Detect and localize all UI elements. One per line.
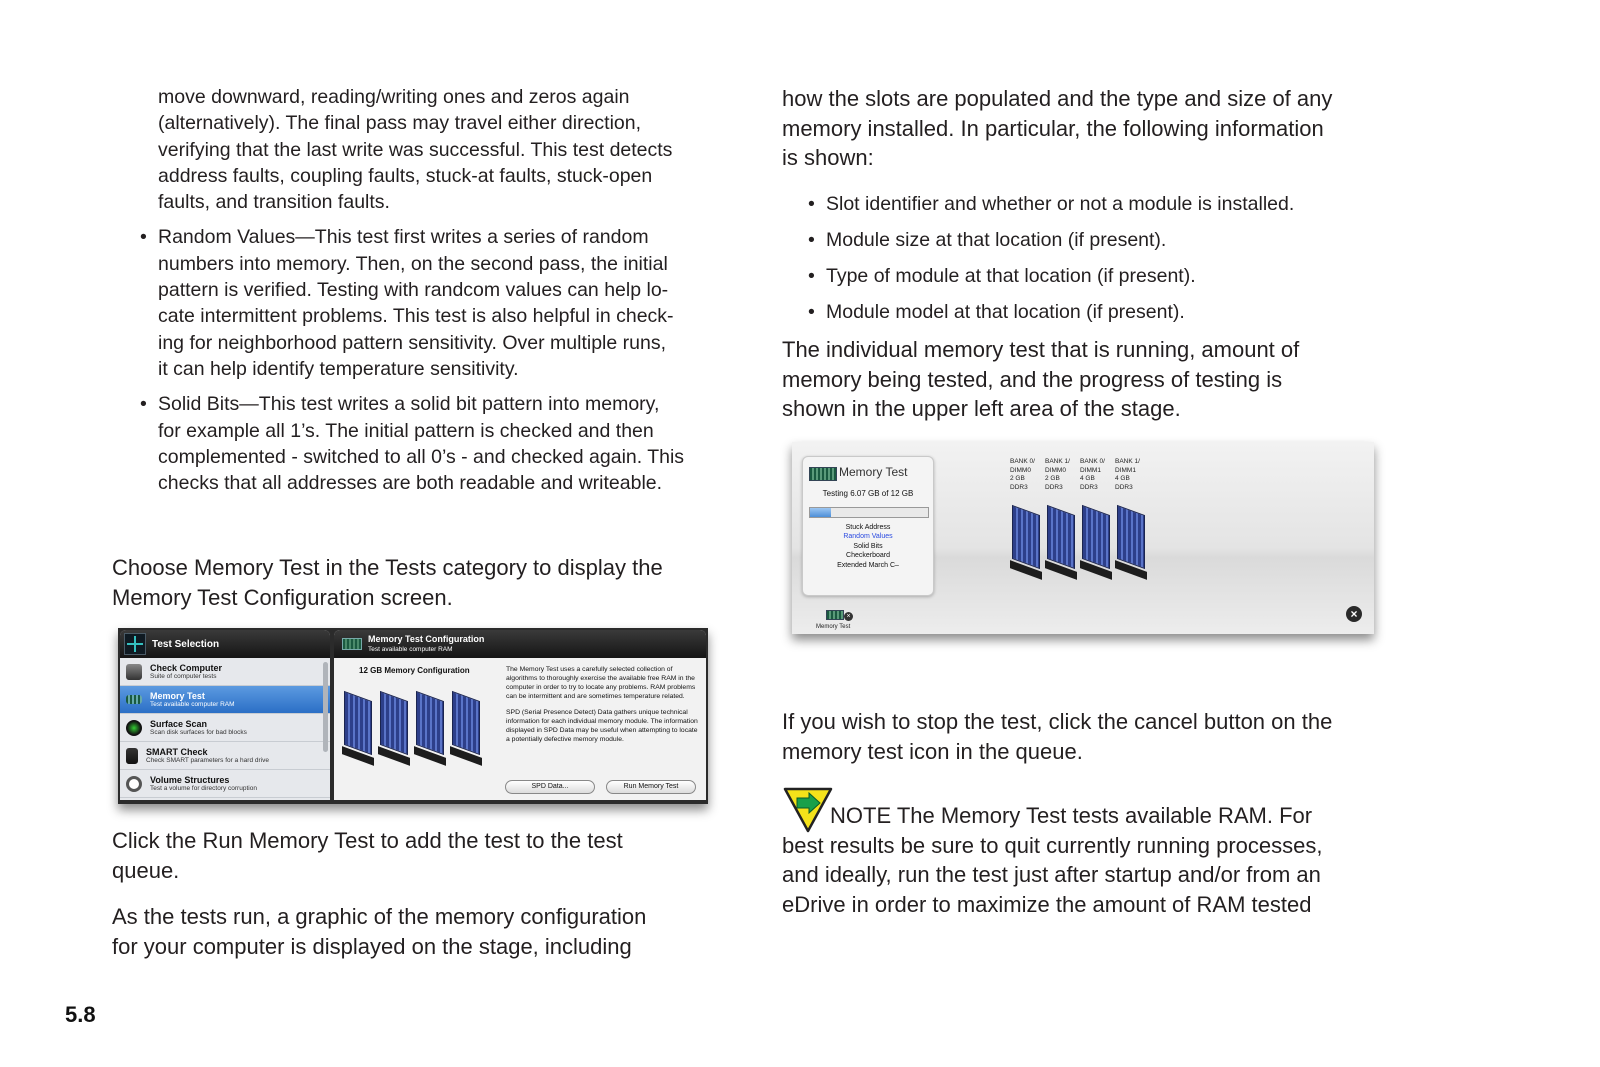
text-line: pattern is verified. Testing with randcom values can help lo- [158, 279, 669, 302]
text-line: memory being tested, and the progress of testing is [782, 366, 1283, 392]
text-line: Random Values—This test first writes a series of random [158, 226, 649, 249]
ram-module-icon [126, 695, 142, 704]
scrollbar[interactable] [323, 662, 328, 752]
test-item-name: Memory Test [150, 690, 205, 701]
hard-drive-icon [126, 748, 138, 764]
text-line: Choose Memory Test in the Tests category to display the [112, 555, 663, 580]
text-line: cate intermittent problems. This test is also helpful in check- [158, 305, 674, 328]
bank-line: DDR3 [1010, 483, 1028, 491]
text-line: for example all 1’s. The initial pattern is checked and then [158, 419, 654, 442]
test-item-name: Volume Structures [150, 774, 230, 785]
bullet-dot: • [140, 393, 147, 416]
ram-module-icon [342, 638, 362, 650]
info-bullet-list [808, 191, 1406, 335]
test-item-name: Surface Scan [150, 718, 208, 729]
text-line: faults, and transition faults. [158, 191, 390, 214]
bank-line: 2 GB [1010, 475, 1025, 482]
memory-config-description [506, 665, 701, 751]
bullet-dot: • [140, 226, 147, 249]
text-line: NOTE The Memory Test tests available RAM. For [830, 803, 1313, 828]
bullet-item [808, 263, 1406, 299]
test-item-name: SMART Check [146, 746, 208, 757]
test-item-sub: Test available computer RAM [150, 700, 235, 708]
text-line: (alternatively). The final pass may travel either direction, [158, 112, 642, 135]
bullet-solid-bits [140, 391, 728, 496]
text-line: move downward, reading/writing ones and zeros again [158, 86, 630, 108]
bullet-text: Module model at that location (if present). [826, 301, 1185, 323]
test-item-sub: Test a volume for directory corruption [150, 784, 257, 792]
left-column [140, 84, 728, 496]
text-line: Click the Run Memory Test to add the test to the test [112, 828, 623, 853]
test-item-sub: Check SMART parameters for a hard drive [146, 756, 269, 764]
queue-ram-icon[interactable] [826, 610, 844, 620]
computer-icon [126, 664, 142, 680]
dimm-module [344, 696, 370, 754]
text-line: memory installed. In particular, the following information [782, 115, 1324, 141]
bank-line: DIMM0 [1010, 466, 1031, 474]
bank-line: BANK 1/ [1115, 458, 1140, 465]
note-paragraph [782, 801, 1402, 919]
dimm-module [416, 696, 442, 754]
description-paragraph: SPD (Serial Presence Detect) Data gathers unique technical information for each individual memory module. The information displayed in SPD Data may be useful when attempting to locate a potentially defective memory module. [506, 709, 698, 743]
test-item-sub: Scan disk surfaces for bad blocks [150, 728, 247, 736]
text-line: is shown: [782, 145, 874, 170]
text-line: address faults, coupling faults, stuck-at faults, stuck-open [158, 164, 653, 187]
disk-scan-icon [126, 720, 142, 736]
choose-paragraph [112, 553, 712, 612]
crosshair-logo-icon [124, 633, 146, 655]
memory-config-heading: 12 GB Memory Configuration [359, 666, 470, 675]
bank-line: DDR3 [1115, 483, 1133, 491]
text-line: checks that all addresses are both readable and writeable. [158, 472, 663, 495]
text-line: Solid Bits—This test writes a solid bit pattern into memory, [158, 393, 660, 416]
bank-label [1080, 458, 1105, 492]
dimm-module [380, 696, 406, 754]
bank-line: BANK 0/ [1010, 458, 1035, 465]
memory-config-panel [334, 630, 706, 800]
bullet-dot: • [808, 229, 815, 251]
text-line: verifying that the last write was successful. This test detects [158, 138, 673, 161]
memory-test-status-card [802, 456, 934, 596]
bank-line: DDR3 [1045, 483, 1063, 491]
bank-line: 4 GB [1115, 475, 1130, 482]
text-line: queue. [112, 857, 180, 883]
test-selection-header [120, 630, 330, 658]
ram-module-icon [809, 467, 837, 481]
bank-line: DIMM0 [1045, 466, 1066, 474]
description-paragraph: The Memory Test uses a carefully selected collection of algorithms to thoroughly exercise the available free RAM in the computer in order to try to locate any problems. RAM problems can be intermittent and are sometimes temperature related. [506, 666, 696, 700]
bullet-item [808, 227, 1406, 263]
magnifier-icon [126, 776, 142, 792]
text-line: The individual memory test that is running, amount of [782, 337, 1300, 362]
text-line: memory test icon in the queue. [782, 738, 1083, 764]
bank-label [1045, 458, 1070, 492]
text-line: for your computer is displayed on the stage, including [112, 933, 632, 959]
bank-line: DDR3 [1080, 483, 1098, 491]
test-item-memory-test[interactable] [120, 686, 330, 714]
memory-config-title: Memory Test Configuration [368, 634, 485, 644]
test-bullet-list [140, 224, 728, 496]
text-line: complemented - switched to all 0’s - and checked again. This [158, 445, 685, 468]
memory-config-header [334, 630, 706, 658]
memory-test-stage-screenshot [792, 442, 1374, 634]
test-selection-panel [120, 630, 330, 800]
how-slots-paragraph [782, 84, 1402, 173]
queue-cancel-button[interactable]: × [844, 612, 853, 621]
spd-data-button[interactable]: SPD Data... [505, 780, 595, 794]
bullet-text: Module size at that location (if present). [826, 229, 1167, 251]
progress-fill [810, 508, 831, 517]
text-line: shown in the upper left area of the stage. [782, 396, 1181, 421]
bank-line: 2 GB [1045, 475, 1060, 482]
bank-line: BANK 1/ [1045, 458, 1070, 465]
bullet-random-values [140, 224, 728, 382]
individual-test-paragraph [782, 335, 1402, 424]
text-line: numbers into memory. Then, on the second pass, the initial [158, 252, 668, 275]
as-tests-run-paragraph [112, 902, 712, 961]
page-number: 5.8 [65, 1002, 96, 1027]
bank-line: DIMM1 [1115, 466, 1136, 474]
dimm-module [1117, 510, 1143, 568]
queue-label: Memory Test [816, 624, 851, 630]
test-progress-bar [809, 507, 929, 518]
bank-line: 4 GB [1080, 475, 1095, 482]
dimm-module [452, 696, 478, 754]
bank-line: BANK 0/ [1080, 458, 1105, 465]
text-line: it can help identify temperature sensitivity. [158, 357, 519, 380]
bullet-dot: • [808, 301, 815, 323]
bank-line: DIMM1 [1080, 466, 1101, 474]
bullet-text: Slot identifier and whether or not a module is installed. [826, 193, 1295, 215]
test-step-current: Random Values [843, 533, 893, 541]
test-item-volume-structures[interactable] [120, 770, 330, 798]
memory-test-description-continued [158, 84, 728, 215]
testing-amount-text: Testing 6.07 GB of 12 GB [822, 489, 914, 498]
dimm-module [1082, 510, 1108, 568]
text-line: eDrive in order to maximize the amount of RAM tested [782, 891, 1312, 917]
test-step: Checkerboard [846, 552, 890, 560]
text-line: how the slots are populated and the type and size of any [782, 86, 1333, 111]
bullet-item [808, 191, 1406, 227]
text-line: best results be sure to quit currently running processes, [782, 832, 1323, 858]
bullet-dot: • [808, 193, 815, 215]
card-title: Memory Test [839, 465, 908, 479]
dimm-module [1012, 510, 1038, 568]
memory-config-subtitle: Test available computer RAM [368, 646, 453, 653]
text-line: ing for neighborhood pattern sensitivity. Over multiple runs, [158, 331, 666, 354]
text-line: and ideally, run the test just after startup and/or from an [782, 862, 1321, 887]
text-line: Memory Test Configuration screen. [112, 584, 453, 610]
stage-close-button[interactable]: × [1346, 606, 1362, 622]
bullet-dot: • [808, 265, 815, 287]
bullet-text: Type of module at that location (if present). [826, 265, 1196, 287]
text-line: As the tests run, a graphic of the memory configuration [112, 904, 647, 929]
test-item-sub: Suite of computer tests [150, 672, 217, 680]
test-item-smart-check[interactable] [120, 742, 330, 770]
test-step: Stuck Address [845, 524, 891, 531]
run-memory-test-button[interactable]: Run Memory Test [606, 780, 696, 794]
click-run-paragraph [112, 826, 712, 885]
test-item-name: Check Computer [150, 662, 223, 673]
bank-label [1115, 458, 1140, 492]
memory-test-configuration-screenshot [118, 628, 708, 804]
text-line: If you wish to stop the test, click the cancel button on the [782, 709, 1333, 734]
test-step: Solid Bits [853, 542, 883, 550]
test-item-surface-scan[interactable] [120, 714, 330, 742]
bullet-item [808, 299, 1406, 335]
test-item-check-computer[interactable] [120, 658, 330, 686]
test-selection-title: Test Selection [152, 638, 220, 650]
bank-label [1010, 458, 1035, 492]
test-step: Extended March C– [837, 561, 899, 569]
stop-test-paragraph [782, 707, 1402, 766]
test-steps-list [803, 523, 933, 570]
dimm-module [1047, 510, 1073, 568]
